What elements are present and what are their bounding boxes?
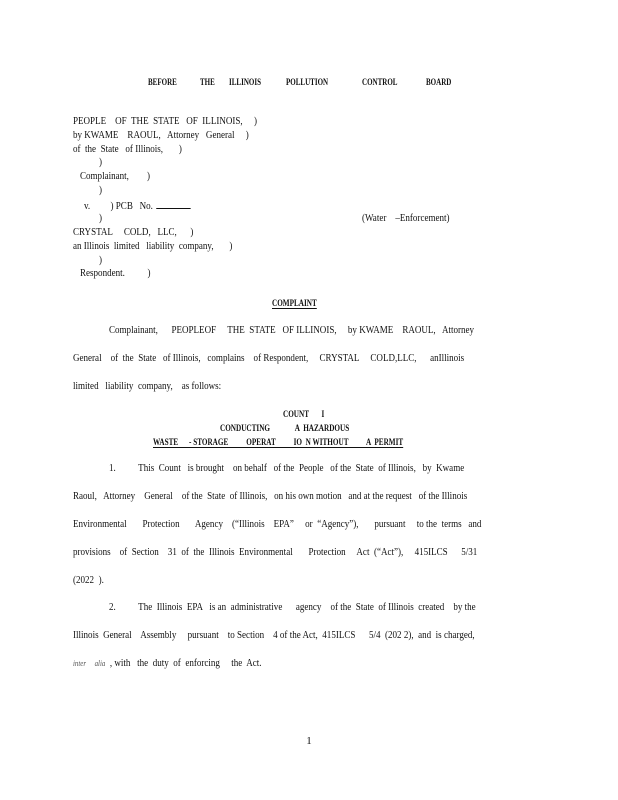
header-before: BEFORE: [148, 77, 177, 87]
header-illinois: ILLINOIS: [229, 77, 262, 87]
header-the: THE: [200, 77, 215, 87]
caption-line: ): [90, 185, 103, 196]
inter-alia: inter alia: [73, 659, 106, 668]
caption-respondent-name: CRYSTAL COLD, LLC, ): [73, 227, 194, 238]
caption-pcb: v. ) PCB No.: [84, 199, 191, 213]
caption-line: of the State of Illinois, ): [73, 144, 182, 155]
count-subheading: CONDUCTING A HAZARDOUS: [220, 423, 350, 433]
caption-complainant: Complainant, ): [80, 171, 150, 182]
header-control: CONTROL: [362, 77, 398, 87]
paragraph-line: Environmental Protection Agency (“Illinois EPA” or “Agency”), pursuant to the terms and: [73, 519, 482, 530]
caption-line: an Illinois limited liability company, ): [73, 241, 233, 252]
caption-respondent: Respondent. ): [80, 268, 151, 279]
paragraph-line: Illinois General Assembly pursuant to Section 4 of the Act, 415ILCS 5/4 (202 2), and is charged,: [73, 630, 475, 641]
caption-line: PEOPLE OF THE STATE OF ILLINOIS, ): [73, 116, 257, 127]
caption-line: ): [90, 157, 103, 168]
pcb-number-blank: [156, 199, 190, 209]
paragraph-line: 1. This Count is brought on behalf of the People of the State of Illinois, by Kwame: [109, 463, 465, 474]
caption-line: ): [90, 213, 103, 224]
intro-line: limited liability company, as follows:: [73, 381, 222, 392]
paragraph-line: (2022 ).: [73, 575, 104, 586]
paragraph-line: inter alia , with the duty of enforcing the Act.: [73, 658, 262, 669]
caption-line: by KWAME RAOUL, Attorney General ): [73, 130, 249, 141]
header-board: BOARD: [426, 77, 452, 87]
count-subheading: WASTE - STORAGE OPERAT IO N WITHOUT A PERMIT: [153, 437, 404, 447]
intro-line: General of the State of Illinois, complains of Respondent, CRYSTAL COLD,LLC, anIllinois: [73, 353, 465, 364]
caption-water-enforcement: (Water –Enforcement): [362, 213, 450, 224]
page-number: 1: [306, 735, 312, 747]
complaint-title: COMPLAINT: [272, 298, 317, 308]
count-heading: COUNT I: [283, 409, 325, 419]
paragraph-line: provisions of Section 31 of the Illinois Environmental Protection Act (“Act”), 415ILCS 5/31: [73, 547, 478, 558]
paragraph-line: Raoul, Attorney General of the State of Illinois, on his own motion and at the request of the Illinois: [73, 491, 468, 502]
caption-line: ): [90, 255, 103, 266]
intro-line: Complainant, PEOPLEOF THE STATE OF ILLINOIS, by KWAME RAOUL, Attorney: [109, 325, 475, 336]
paragraph-line: 2. The Illinois EPA is an administrative agency of the State of Illinois created by the: [109, 602, 476, 613]
header-pollution: POLLUTION: [286, 77, 329, 87]
